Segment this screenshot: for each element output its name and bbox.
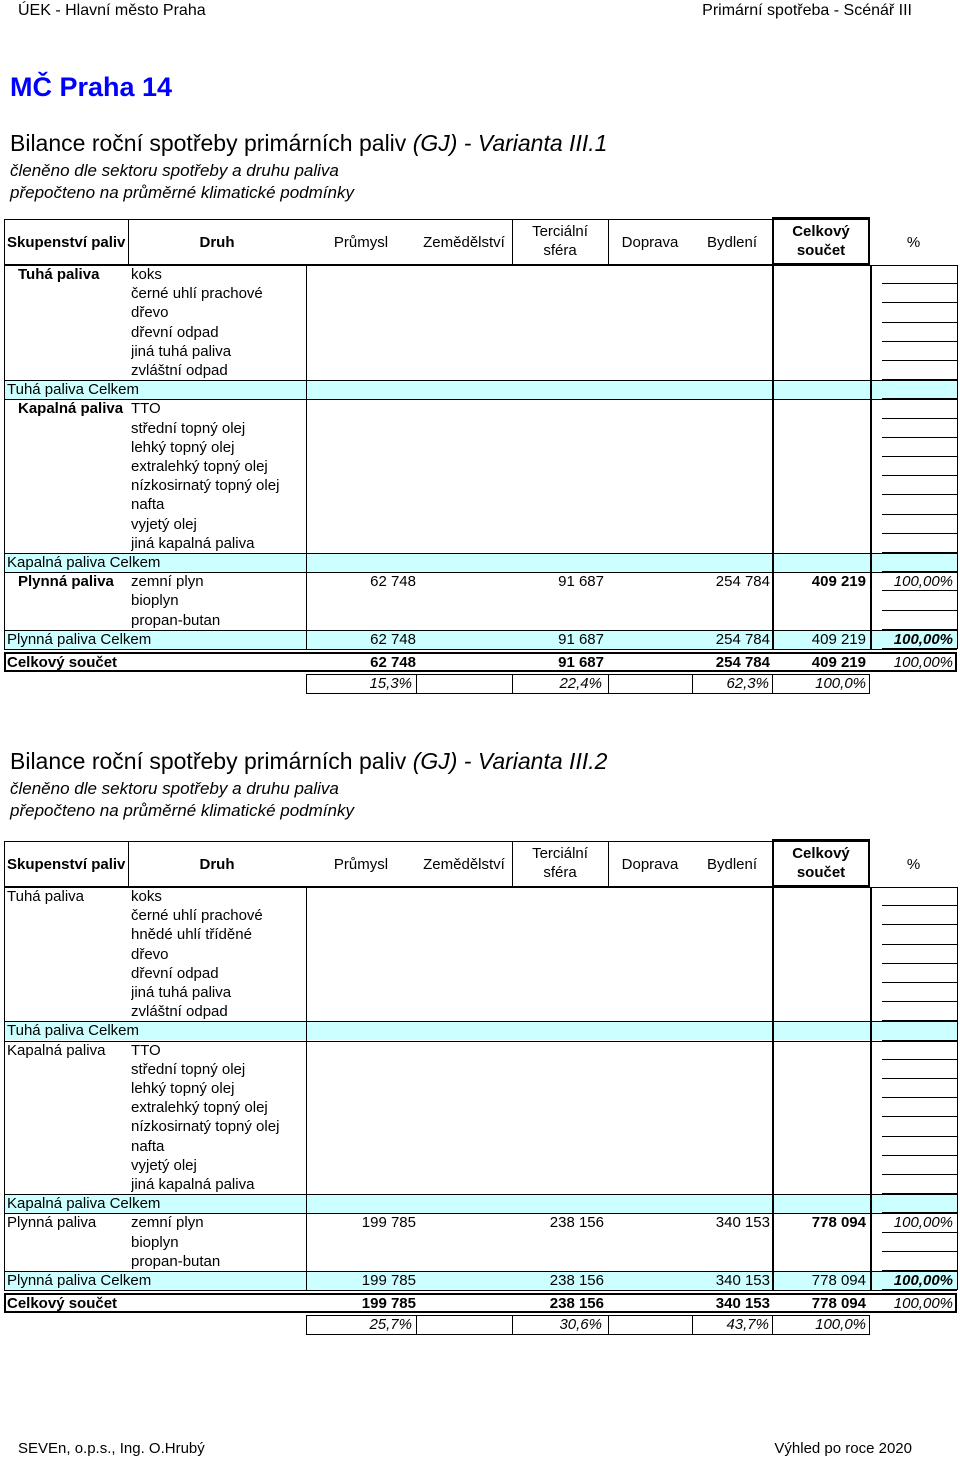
section1-subtitle2: přepočteno na průměrné klimatické podmínky xyxy=(10,183,354,202)
row-druh: černé uhlí prachové xyxy=(131,907,263,925)
subtotal-label: Plynná paliva Celkem xyxy=(7,1272,152,1289)
table-row xyxy=(4,887,957,906)
table-row xyxy=(4,495,957,514)
subtotal-label: Tuhá paliva Celkem xyxy=(7,381,140,399)
section1-subtitle1: členěno dle sektoru spotřeby a druhu paliva xyxy=(10,161,339,180)
column-header-zemedelstvi: Zemědělství xyxy=(423,855,505,873)
row-druh: extralehký topný olej xyxy=(131,1099,268,1117)
grand-total-bydleni: 254 784 xyxy=(715,654,770,671)
row-group xyxy=(7,983,128,1002)
table-row xyxy=(4,1041,957,1060)
grand-total-pct: 100,00% xyxy=(893,654,953,671)
table-row xyxy=(4,515,957,534)
row-group xyxy=(18,611,139,630)
row-group xyxy=(18,438,139,457)
table-row xyxy=(4,534,957,553)
table-row xyxy=(4,303,957,322)
row-group xyxy=(7,1060,128,1079)
row-group xyxy=(7,1098,128,1117)
row-druh: koks xyxy=(131,888,162,905)
shares-row xyxy=(4,1315,957,1334)
column-header-doprava: Doprava xyxy=(621,855,679,873)
grand-total-celkem: 778 094 xyxy=(811,1295,866,1313)
row-group xyxy=(18,342,139,361)
column-header-terc1: Terciální xyxy=(532,845,588,862)
grand-total-row xyxy=(4,1294,957,1313)
row-group xyxy=(7,1156,128,1175)
row-group: Kapalná paliva xyxy=(18,400,124,418)
grand-total-label: Celkový součet xyxy=(7,1295,118,1313)
row-druh: jiná tuhá paliva xyxy=(131,984,232,1001)
subtotal-row xyxy=(4,630,957,649)
grand-total-pct: 100,00% xyxy=(893,1295,953,1313)
cell-terciarni: 238 156 xyxy=(549,1214,604,1232)
cell-celkem: 409 219 xyxy=(811,573,866,591)
row-druh: jiná kapalná paliva xyxy=(131,1176,255,1193)
grand-total-prumysl: 62 748 xyxy=(370,654,416,671)
table-row xyxy=(4,1252,957,1271)
header-divider xyxy=(608,219,609,265)
column-header-terc2: sféra xyxy=(543,864,577,881)
row-druh: dřevo xyxy=(131,304,169,322)
page-title: MČ Praha 14 xyxy=(10,72,173,102)
column-header-bydleni: Bydlení xyxy=(706,233,758,251)
table-row xyxy=(4,983,957,1002)
table-row xyxy=(4,1002,957,1021)
table-row xyxy=(4,1233,957,1252)
section2-title-variant: - Varianta III.2 xyxy=(463,748,608,774)
row-group xyxy=(18,419,139,438)
table-row xyxy=(4,906,957,925)
row-druh: TTO xyxy=(131,400,161,418)
cell-prumysl: 199 785 xyxy=(361,1214,416,1232)
table-row xyxy=(4,342,957,361)
row-druh: koks xyxy=(131,266,162,283)
table-row xyxy=(4,419,957,438)
row-druh: vyjetý olej xyxy=(131,1156,197,1174)
column-header-pct: % xyxy=(906,855,921,873)
section1-title-main: Bilance roční spotřeby primárních paliv xyxy=(10,130,407,156)
row-group xyxy=(7,964,128,983)
row-druh: zvláštní odpad xyxy=(131,1003,228,1021)
table-row xyxy=(4,457,957,476)
row-group xyxy=(18,591,139,610)
celk-border-left xyxy=(772,887,774,1290)
row-druh: bioplyn xyxy=(131,1233,179,1251)
row-druh: hnědé uhlí tříděné xyxy=(131,926,252,944)
row-druh: dřevní odpad xyxy=(131,964,219,982)
section1-title-unit: (GJ) xyxy=(412,130,458,156)
row-group xyxy=(7,906,128,925)
cell-pct: 100,00% xyxy=(893,573,953,591)
table-row xyxy=(4,1079,957,1098)
section2-subtitle2: přepočteno na průměrné klimatické podmínky xyxy=(10,801,354,820)
table-left-border xyxy=(4,265,5,649)
table-row xyxy=(4,1175,957,1194)
header-divider xyxy=(772,841,773,887)
column-header-terc1: Terciální xyxy=(532,223,588,240)
share-celkem: 100,0% xyxy=(815,675,866,692)
cell-celkem: 778 094 xyxy=(811,1214,866,1232)
table-row xyxy=(4,1098,957,1117)
table-row xyxy=(4,265,957,284)
row-group xyxy=(18,515,139,534)
column-header-celk2: součet xyxy=(796,864,846,881)
row-group xyxy=(18,534,139,553)
table-row xyxy=(4,1060,957,1079)
pct-line xyxy=(882,1289,957,1290)
column-header-prumysl: Průmysl xyxy=(333,855,389,873)
cell-terciarni: 91 687 xyxy=(558,573,604,591)
row-group: Kapalná paliva xyxy=(7,1041,106,1059)
table-row xyxy=(4,591,957,610)
header-left: ÚEK - Hlavní město Praha xyxy=(18,2,206,19)
row-druh: nízkosirnatý topný olej xyxy=(131,477,280,495)
header-divider xyxy=(512,841,513,887)
row-druh: černé uhlí prachové xyxy=(131,285,263,303)
cell-pct: 100,00% xyxy=(893,1214,953,1232)
share-prumysl: 15,3% xyxy=(369,675,412,692)
row-group: Plynná paliva xyxy=(7,1214,97,1232)
shares-row xyxy=(4,674,957,693)
subtotal-label: Kapalná paliva Celkem xyxy=(7,554,161,571)
share-bydleni: 43,7% xyxy=(726,1316,769,1334)
grand-total-bydleni: 340 153 xyxy=(715,1295,770,1313)
row-group xyxy=(7,1079,128,1098)
cell-terciarni: 238 156 xyxy=(549,1272,604,1289)
celk-border-right xyxy=(870,887,872,1290)
header-divider xyxy=(512,219,513,265)
cell-terciarni: 91 687 xyxy=(558,630,604,648)
pct-line xyxy=(882,648,957,649)
table-left-border xyxy=(4,887,5,1290)
table-row xyxy=(4,925,957,944)
grand-total-label: Celkový součet xyxy=(7,654,118,671)
row-druh: střední topný olej xyxy=(131,1060,246,1078)
row-druh: nafta xyxy=(131,496,165,514)
table-right-border xyxy=(957,265,958,649)
subtotal-label: Kapalná paliva Celkem xyxy=(7,1195,161,1213)
table-row xyxy=(4,1156,957,1175)
row-group xyxy=(7,1137,128,1156)
section2-title-unit: (GJ) xyxy=(412,748,458,774)
row-druh: nízkosirnatý topný olej xyxy=(131,1118,280,1136)
cell-bydleni: 340 153 xyxy=(715,1272,770,1289)
row-group xyxy=(7,1117,128,1136)
footer-right: Výhled po roce 2020 xyxy=(774,1440,912,1457)
section1-title-variant: - Varianta III.1 xyxy=(463,130,608,156)
row-group xyxy=(7,1233,128,1252)
table-row xyxy=(4,1137,957,1156)
row-druh: střední topný olej xyxy=(131,419,246,437)
row-group: Plynná paliva xyxy=(18,573,114,591)
column-header-celk2: součet xyxy=(796,242,846,259)
row-border xyxy=(4,380,957,381)
grand-total-celkem: 409 219 xyxy=(811,654,866,671)
share-prumysl: 25,7% xyxy=(369,1316,412,1334)
row-druh: propan-butan xyxy=(131,611,221,629)
row-group xyxy=(18,284,139,303)
cell-prumysl: 62 748 xyxy=(370,630,416,648)
row-group xyxy=(7,1252,128,1271)
row-druh: zemní plyn xyxy=(131,573,204,591)
header-divider xyxy=(128,219,129,265)
row-druh: jiná tuhá paliva xyxy=(131,342,232,360)
subtotal-row xyxy=(4,1194,957,1213)
table-row xyxy=(4,284,957,303)
table-row xyxy=(4,611,957,630)
row-border xyxy=(4,1021,957,1022)
row-group xyxy=(18,303,139,322)
footer-left: SEVEn, o.p.s., Ing. O.Hrubý xyxy=(18,1440,205,1457)
row-druh: propan-butan xyxy=(131,1252,221,1270)
header-divider xyxy=(772,219,773,265)
table-row xyxy=(4,438,957,457)
row-group xyxy=(18,457,139,476)
column-header-druh: Druh xyxy=(199,855,235,873)
cell-bydleni: 340 153 xyxy=(715,1214,770,1232)
row-group xyxy=(18,361,139,380)
grand-total-row xyxy=(4,653,957,672)
column-header-bydleni: Bydlení xyxy=(706,855,758,873)
row-group xyxy=(7,925,128,944)
row-druh: dřevo xyxy=(131,945,169,963)
subtotal-row xyxy=(4,553,957,572)
row-group xyxy=(18,495,139,514)
cell-bydleni: 254 784 xyxy=(715,630,770,648)
grand-total-prumysl: 199 785 xyxy=(361,1295,416,1313)
cell-pct: 100,00% xyxy=(893,630,953,648)
row-druh: lehký topný olej xyxy=(131,1080,235,1097)
column-header-zemedelstvi: Zemědělství xyxy=(423,233,505,251)
cell-celkem: 409 219 xyxy=(811,630,866,648)
table-top-border xyxy=(4,887,957,888)
column-header-terc2: sféra xyxy=(543,242,577,259)
row-druh: nafta xyxy=(131,1137,165,1155)
subtotal-row xyxy=(4,1021,957,1040)
row-border xyxy=(4,1194,957,1195)
celk-border-left xyxy=(772,265,774,649)
grand-total-terciarni: 238 156 xyxy=(549,1295,604,1313)
row-group: Tuhá paliva xyxy=(7,888,84,905)
row-border xyxy=(4,630,957,631)
row-group xyxy=(18,323,139,342)
row-druh: zemní plyn xyxy=(131,1214,204,1232)
subtotal-row xyxy=(4,1271,957,1290)
row-border xyxy=(4,553,957,554)
row-druh: extralehký topný olej xyxy=(131,458,268,475)
column-header-celk1: Celkový xyxy=(792,223,850,240)
table-col-border xyxy=(306,265,307,649)
subtotal-label: Plynná paliva Celkem xyxy=(7,630,152,648)
table-row xyxy=(4,572,957,591)
cell-prumysl: 199 785 xyxy=(361,1272,416,1289)
share-terciarni: 22,4% xyxy=(559,675,602,692)
row-group xyxy=(7,945,128,964)
share-bydleni: 62,3% xyxy=(726,675,769,692)
row-group xyxy=(7,1175,128,1194)
row-group xyxy=(18,476,139,495)
section1-title xyxy=(10,130,607,157)
section2-title-main: Bilance roční spotřeby primárních paliv xyxy=(10,748,407,774)
column-header-skupenstvi: Skupenství paliv xyxy=(7,233,126,251)
table-row xyxy=(4,399,957,418)
section2-subtitle1: členěno dle sektoru spotřeby a druhu paliva xyxy=(10,779,339,798)
row-group xyxy=(7,1002,128,1021)
header-divider xyxy=(608,841,609,887)
row-border xyxy=(4,1271,957,1272)
table-row xyxy=(4,1213,957,1232)
row-border xyxy=(4,649,957,650)
header-right: Primární spotřeba - Scénář III xyxy=(702,2,912,19)
column-header-prumysl: Průmysl xyxy=(333,233,389,251)
share-celkem: 100,0% xyxy=(815,1316,866,1334)
column-header-skupenstvi: Skupenství paliv xyxy=(7,855,126,873)
table-row xyxy=(4,361,957,380)
table-row xyxy=(4,476,957,495)
row-group: Tuhá paliva xyxy=(18,266,100,283)
table-col-border xyxy=(306,887,307,1290)
celk-border-right xyxy=(870,265,872,649)
table-row xyxy=(4,323,957,342)
row-druh: vyjetý olej xyxy=(131,515,197,533)
table-row xyxy=(4,1117,957,1136)
table-row xyxy=(4,964,957,983)
share-terciarni: 30,6% xyxy=(559,1316,602,1334)
subtotal-label: Tuhá paliva Celkem xyxy=(7,1022,140,1040)
column-header-celk1: Celkový xyxy=(792,845,850,862)
row-border xyxy=(4,1290,957,1291)
subtotal-row xyxy=(4,380,957,399)
table-right-border xyxy=(957,887,958,1290)
row-druh: jiná kapalná paliva xyxy=(131,534,255,552)
row-druh: dřevní odpad xyxy=(131,323,219,341)
table-top-border xyxy=(4,265,957,266)
section2-title xyxy=(10,748,607,775)
cell-celkem: 778 094 xyxy=(811,1272,866,1289)
row-druh: TTO xyxy=(131,1041,161,1059)
cell-bydleni: 254 784 xyxy=(715,573,770,591)
row-druh: zvláštní odpad xyxy=(131,362,228,379)
column-header-druh: Druh xyxy=(199,233,235,251)
cell-prumysl: 62 748 xyxy=(370,573,416,591)
column-header-doprava: Doprava xyxy=(621,233,679,251)
grand-total-terciarni: 91 687 xyxy=(558,654,604,671)
column-header-pct: % xyxy=(906,233,921,251)
cell-pct: 100,00% xyxy=(893,1272,953,1289)
row-druh: bioplyn xyxy=(131,592,179,610)
header-divider xyxy=(128,841,129,887)
row-druh: lehký topný olej xyxy=(131,438,235,456)
table-row xyxy=(4,945,957,964)
